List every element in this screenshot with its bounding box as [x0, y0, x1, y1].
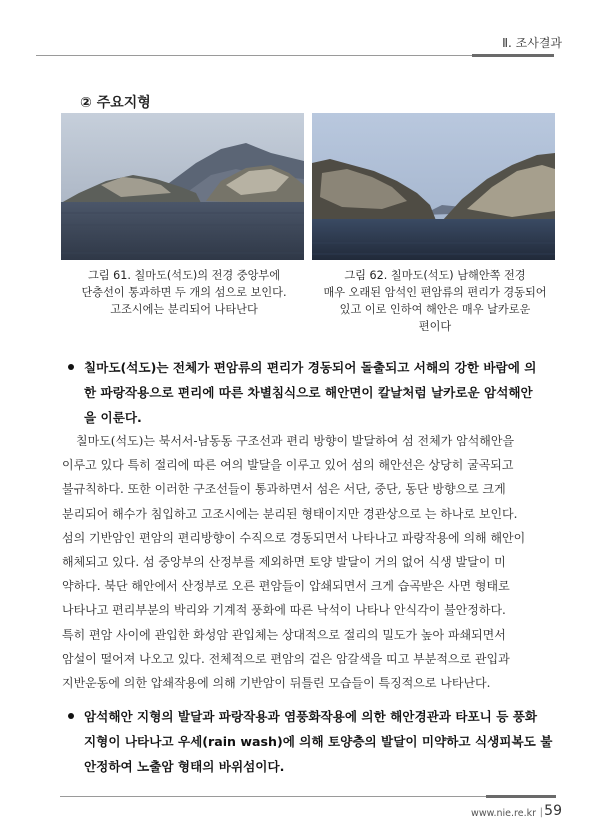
body-line: 암설이 떨어져 나오고 있다. 전체적으로 편암의 겉은 암갈색을 띠고 부분적으로 관입과 [62, 651, 510, 666]
page-number: 59 [544, 803, 562, 819]
body-line: 특히 편암 사이에 관입한 화성암 관입체는 상대적으로 절리의 밀도가 높아 파쇄되면서 [62, 627, 506, 642]
bullet-line [66, 355, 558, 380]
footer-separator: | [539, 807, 543, 818]
body-line: 칠마도(석도)는 북서서-남동동 구조선과 편리 방향이 발달하여 섬 전체가 암석해안을 [76, 434, 515, 448]
figure-61-caption [58, 267, 310, 318]
caption-line: 고조시에는 분리되어 나타난다 [110, 303, 258, 316]
footer-url: www.nie.re.kr [471, 808, 536, 819]
body-line: 지반운동에 의한 압쇄작용에 의해 기반암이 뒤틀린 모습들이 특징적으로 나타난다. [62, 676, 491, 691]
bullet-text: 암석해안 지형의 발달과 파랑작용과 염풍화작용에 의한 해안경관과 타포니 등 풍화 [84, 709, 538, 724]
body-line: 분리되어 해수가 침입하고 고조시에는 분리된 형태이지만 경관상으로 는 하나로 보인다. [62, 506, 518, 521]
caption-line: 매우 오래된 암석인 편암류의 편리가 경동되어 [323, 286, 547, 299]
bullet-line: 을 이룬다. [84, 410, 142, 425]
figure-62-caption [304, 267, 566, 335]
caption-line: 그림 61. 칠마도(석도)의 전경 중앙부에 [87, 269, 281, 282]
bullet-line: 지형이 나타나고 우세(rain wash)에 의해 토양층의 발달이 미약하고 식생피복도 불 [84, 734, 553, 749]
figure-61-photo [61, 113, 304, 260]
body-line: 해체되고 있다. 섬 중앙부의 산정부를 제외하면 토양 발달이 거의 없어 식생 발달이 미 [62, 555, 506, 570]
footer-rule [60, 795, 556, 798]
caption-line: 단층선이 통과하면 두 개의 섬으로 보인다. [81, 286, 287, 299]
bullet-dot-icon [68, 713, 74, 719]
bullet-line: 안정하여 노출암 형태의 바위섬이다. [84, 759, 285, 774]
figure-62-photo [312, 113, 555, 260]
section-heading: ② 주요지형 [80, 95, 151, 111]
body-line: 나타나고 편리부분의 박리와 기계적 풍화에 따른 낙석이 나타나 안식각이 불안정하다. [62, 603, 506, 618]
body-line: 섬의 기반암인 편암의 편리방향이 수직으로 경동되면서 나타나고 파랑작용에 의해 해안이 [62, 530, 526, 545]
caption-line: 그림 62. 칠마도(석도) 남해안쪽 전경 [344, 269, 526, 282]
header-rule [36, 54, 554, 57]
page-header-label: Ⅱ. 조사결과 [502, 36, 562, 50]
bullet-text: 칠마도(석도)는 전체가 편암류의 편리가 경동되어 돌출되고 서해의 강한 바람에 의 [84, 360, 537, 375]
body-paragraph [62, 429, 558, 695]
body-line: 불규칙하다. 또한 이러한 구조선들이 통과하면서 섬은 서단, 중단, 동단 방향으로 크게 [62, 482, 506, 497]
bullet-line: 한 파랑작용으로 편리에 따른 차별침식으로 해안면이 칼날처럼 날카로운 암석해안 [84, 385, 533, 400]
bullet-line [66, 704, 558, 729]
caption-line: 편이다 [418, 320, 452, 333]
caption-line: 있고 이로 인하여 해안은 매우 날카로운 [339, 303, 531, 316]
bullet-paragraph-1 [66, 355, 558, 430]
bullet-paragraph-2 [66, 704, 558, 779]
bullet-dot-icon [68, 364, 74, 370]
body-line: 약하다. 북단 해안에서 산정부로 오른 편암들이 압쇄되면서 크게 습곡받은 사면 형태로 [62, 579, 510, 594]
body-line: 이루고 있다 특히 절리에 따른 여의 발달을 이루고 있어 섬의 해안선은 상당히 굴곡되고 [62, 458, 514, 473]
